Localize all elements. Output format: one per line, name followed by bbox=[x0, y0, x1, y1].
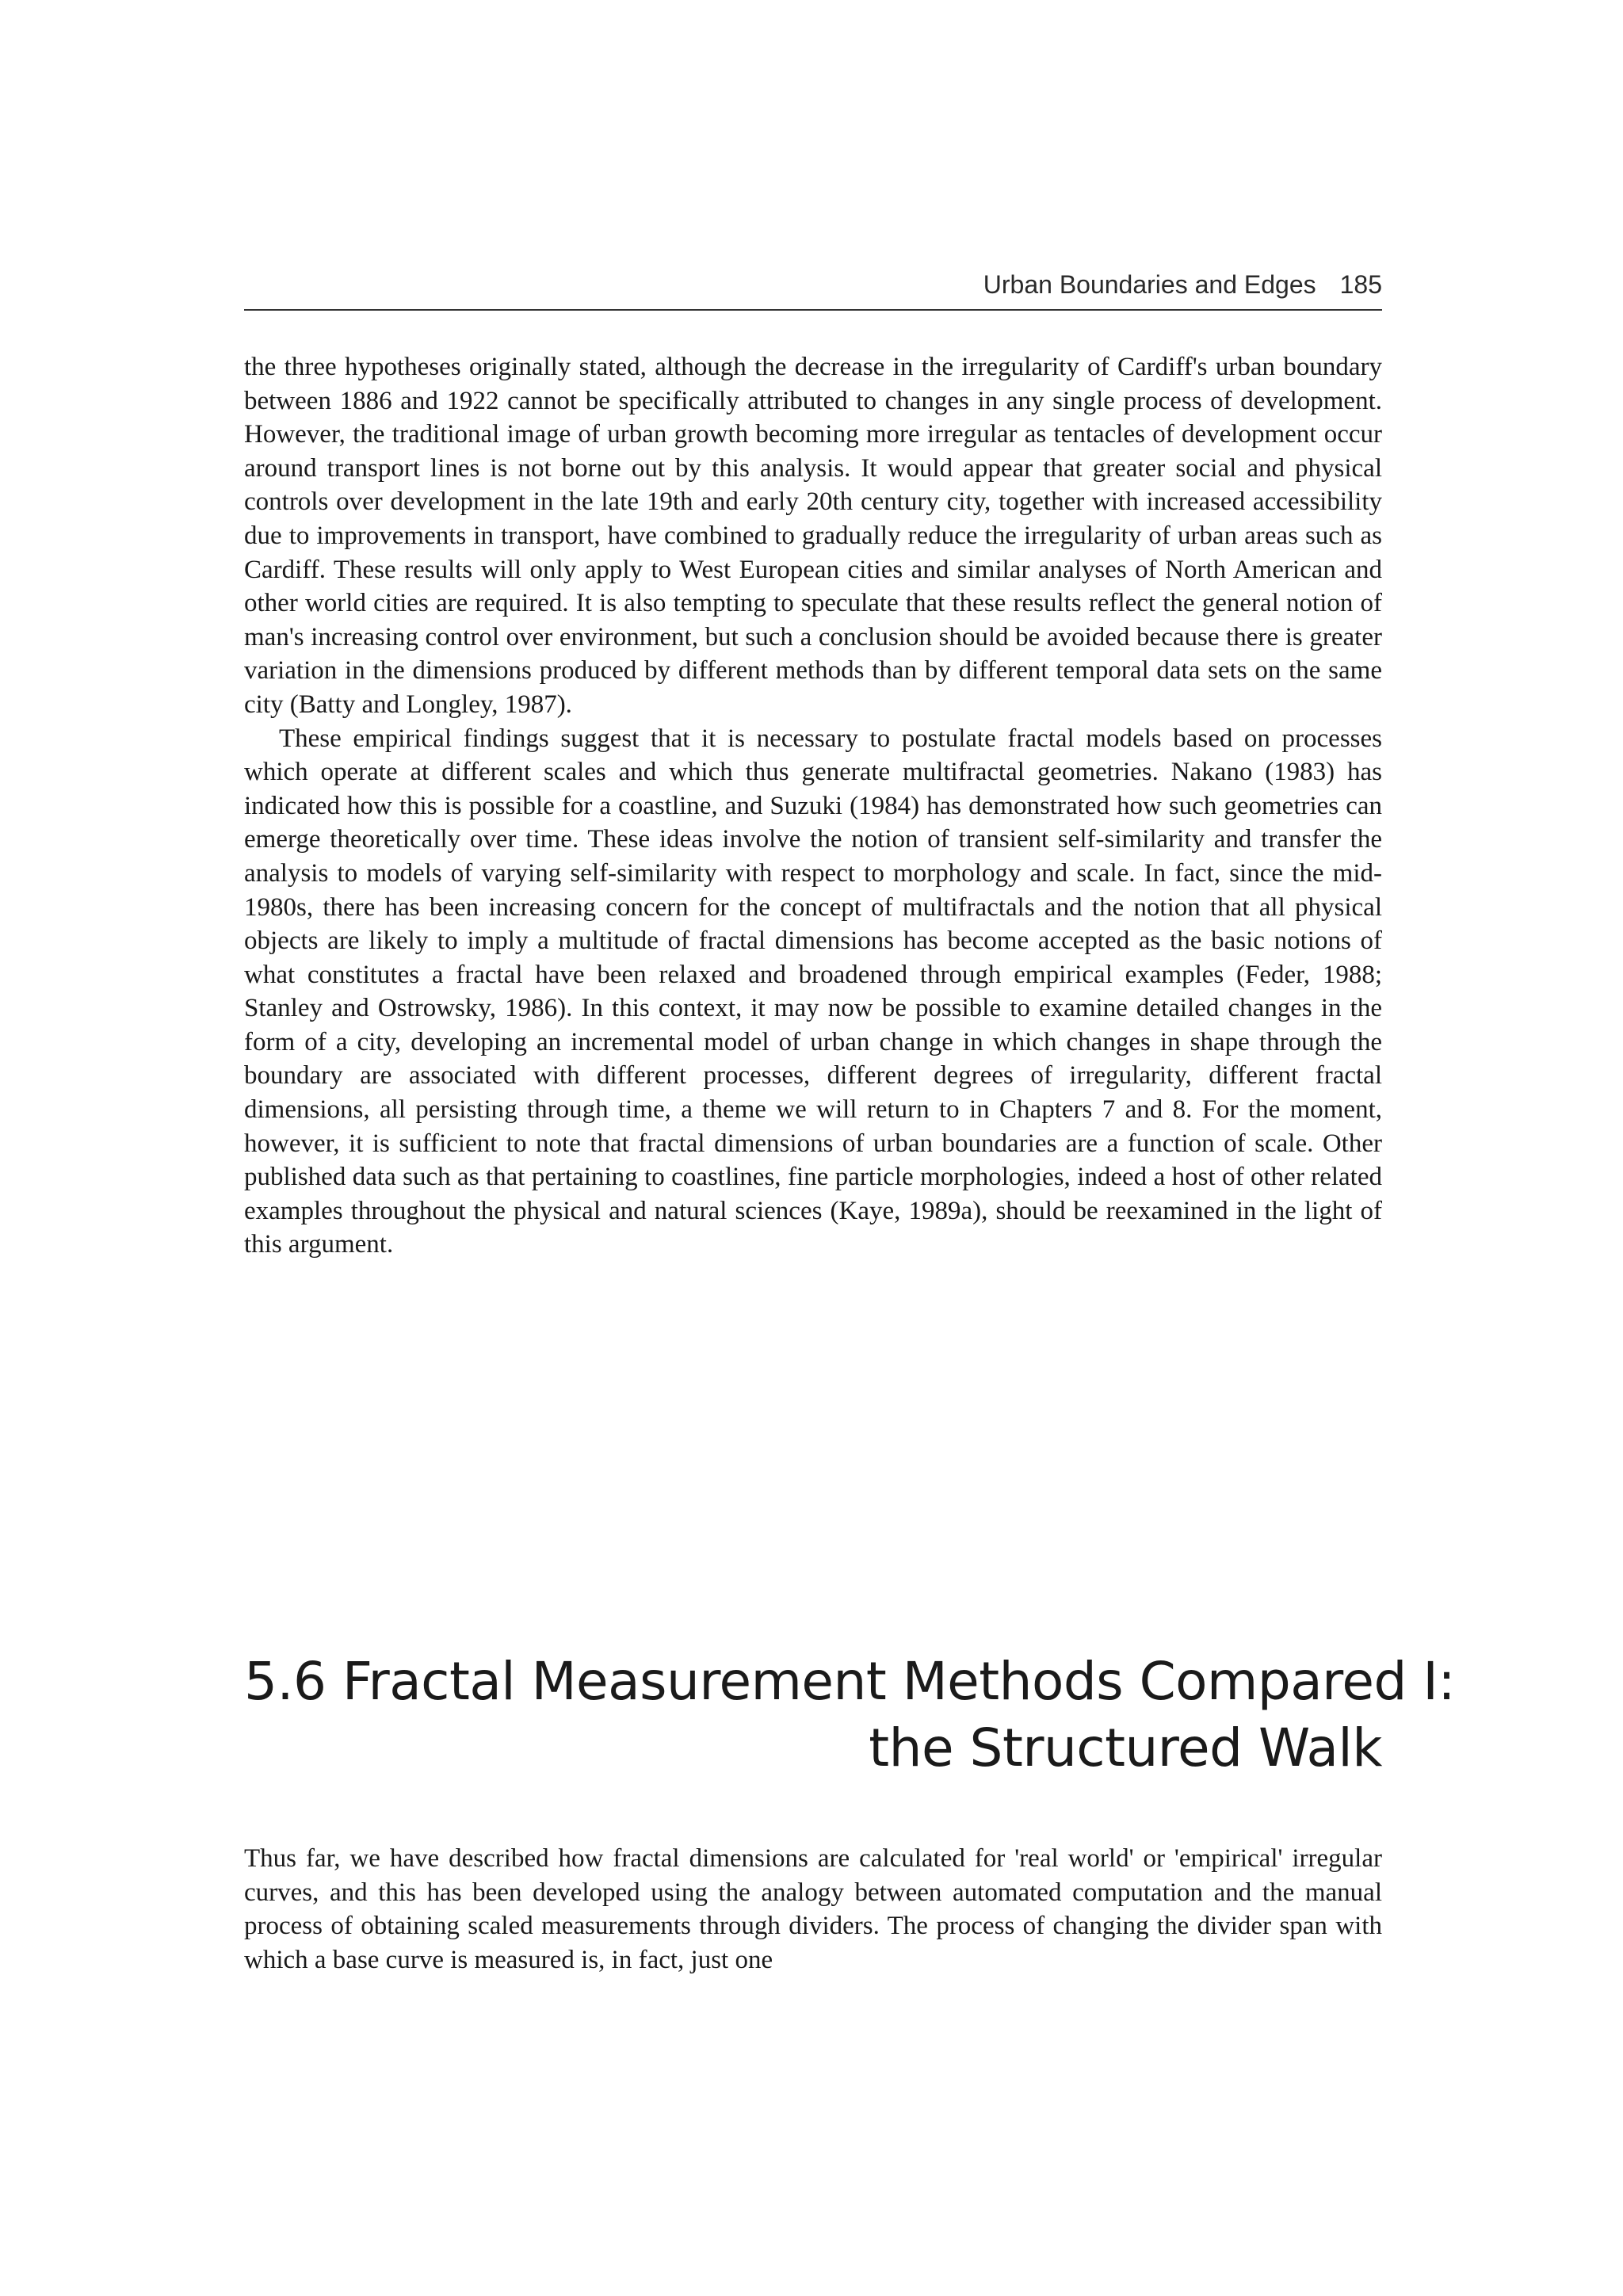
section-heading bbox=[244, 1648, 1456, 1782]
running-head bbox=[244, 266, 1382, 303]
section-heading-line-1: 5.6 Fractal Measurement Methods Compared I: bbox=[244, 1651, 1456, 1712]
header-rule bbox=[244, 309, 1382, 311]
paragraph-section-intro: Thus far, we have described how fractal dimensions are calculated for 'real world' or 'empirical' irregular curves, and this has been developed using the analogy between automated computation and the manual process of obtaining scaled measurements through dividers. The process of changing the divider span with which a base curve is measured is, in fact, just one bbox=[244, 1844, 1382, 1974]
body-text-upper bbox=[244, 350, 1382, 1262]
section-heading-line-2: the Structured Walk bbox=[869, 1717, 1382, 1778]
body-text-lower bbox=[244, 1842, 1382, 1977]
page-number: 185 bbox=[1339, 270, 1382, 299]
paragraph-continued: the three hypotheses originally stated, although the decrease in the irregularity of Cardiff's urban boundary between 1886 and 1922 cannot be specifically attributed to changes in any single process of development. However, the traditional image of urban growth becoming more irregular as tentacles of development occur around transport lines is not borne out by this analysis. It would appear that greater social and physical controls over development in the late 19th and early 20th century city, together with increased accessibility due to improvements in transport, have combined to gradually reduce the irregularity of urban areas such as Cardiff. These results will only apply to West European cities and similar analyses of North American and other world cities are required. It is also tempting to speculate that these results reflect the general notion of man's increasing control over environment, but such a conclusion should be avoided because there is greater variation in the dimensions produced by different methods than by different temporal data sets on the same city (Batty and Longley, 1987). bbox=[244, 353, 1382, 719]
paragraph-empirical-findings: These empirical findings suggest that it is necessary to postulate fractal models based on processes which operate at different scales and which thus generate multifractal geometries. Nakano (1983) has indicated how this is possible for a coastline, and Suzuki (1984) has demonstrated how such geometries can emerge theoretically over time. These ideas involve the notion of transient self-similarity and transfer the analysis to models of varying self-similarity with respect to morphology and scale. In fact, since the mid-1980s, there has been increasing concern for the concept of multifractals and the notion that all physical objects are likely to imply a multitude of fractal dimensions has become accepted as the basic notions of what constitutes a fractal have been relaxed and broadened through empirical examples (Feder, 1988; Stanley and Ostrowsky, 1986). In this context, it may now be possible to examine detailed changes in the form of a city, developing an incremental model of urban change in which changes in shape through the boundary are associated with different processes, different degrees of irregularity, different fractal dimensions, all persisting through time, a theme we will return to in Chapters 7 and 8. For the moment, however, it is sufficient to note that fractal dimensions of urban boundaries are a function of scale. Other published data such as that pertaining to coastlines, fine particle morphologies, indeed a host of other related examples throughout the physical and natural sciences (Kaye, 1989a), should be reexamined in the light of this argument. bbox=[244, 724, 1382, 1259]
running-title: Urban Boundaries and Edges bbox=[983, 270, 1316, 299]
